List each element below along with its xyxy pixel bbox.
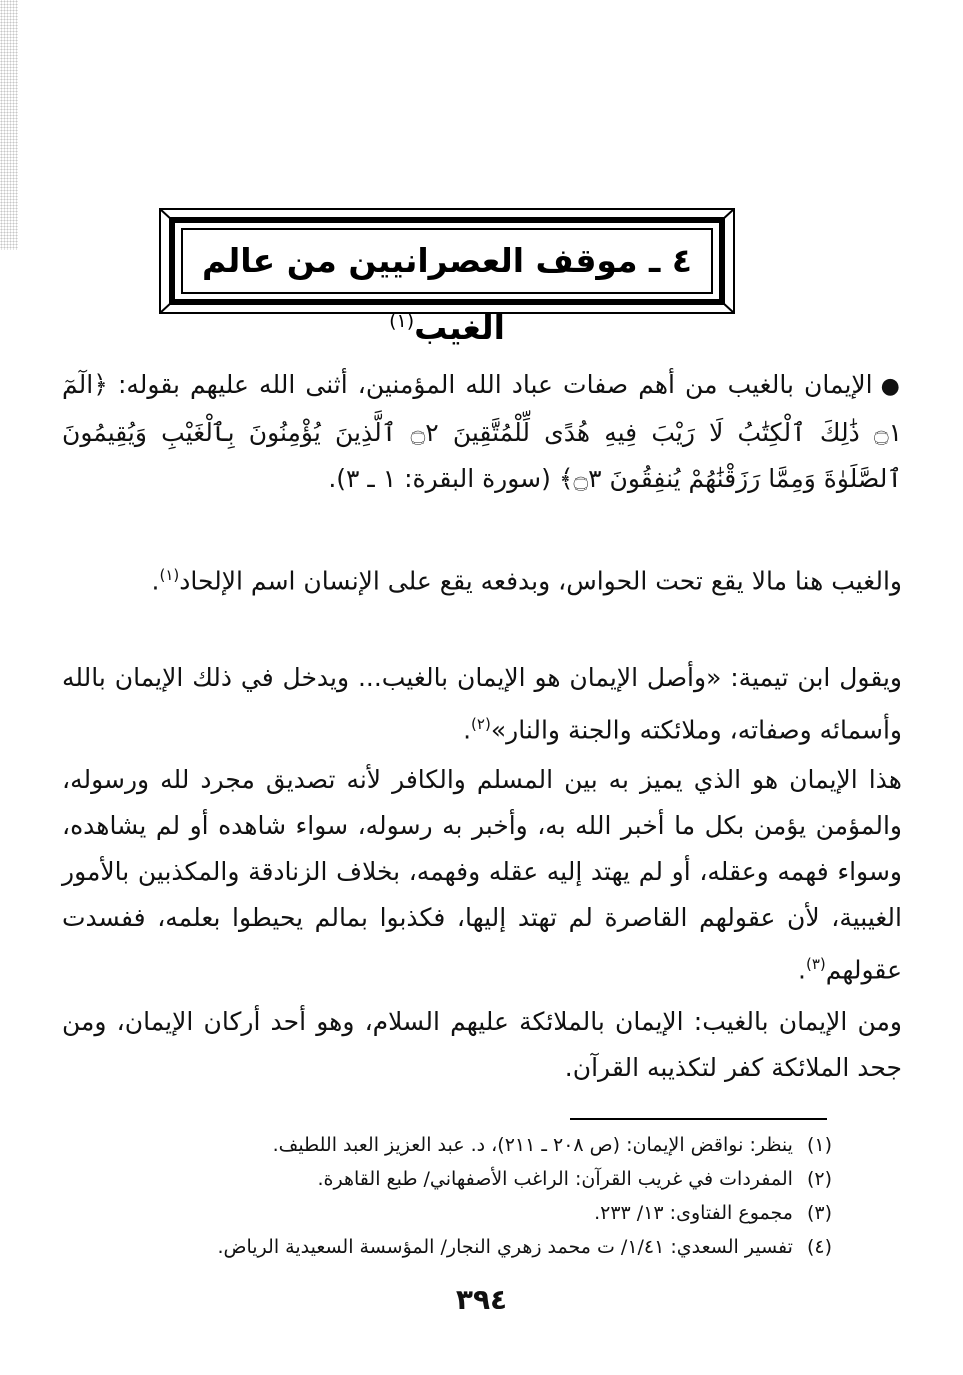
chapter-title — [158, 231, 736, 358]
page-number: ٣٩٤ — [455, 1283, 508, 1316]
chapter-title-text: ٤ ـ موقف العصرانيين من عالم الغيب — [202, 241, 692, 347]
paragraph-2 — [62, 552, 902, 604]
paragraph-end: . — [151, 566, 160, 596]
footnote-text: مجموع الفتاوى: ١٣/ ٢٣٣. — [594, 1202, 793, 1224]
bullet-marker: ● — [880, 374, 902, 399]
footnote-text: تفسير السعدي: ١/٤١/ ت محمد زهري النجار/ المؤسسة السعيدية الرياض. — [217, 1236, 793, 1258]
chapter-title-frame — [158, 207, 736, 347]
footnote-number: (٢) — [806, 1168, 832, 1190]
footnote-item — [120, 1162, 832, 1196]
paragraph-1-intro: الإيمان بالغيب من أهم صفات عباد الله المؤمنين، أثنى الله عليهم بقوله: — [107, 370, 873, 399]
paragraph-4 — [62, 757, 902, 993]
footnote-number: (١) — [806, 1134, 832, 1156]
paragraph-5 — [62, 999, 902, 1091]
title-footnote-ref: (١) — [389, 310, 415, 332]
scan-edge-texture — [0, 0, 18, 250]
footnote-ref: (٣) — [805, 955, 826, 973]
quran-verse: ﴿الٓمٓ ۝١ ذَٰلِكَ ٱلْكِتَٰبُ لَا رَيْبَ فِيهِ هُدًى لِّلْمُتَّقِينَ ۝٢ ٱلَّذِينَ يُؤْمِنُونَ بِٱلْغَيْبِ وَيُقِيمُونَ ٱلصَّلَوٰةَ وَمِمَّا رَزَقْنَٰهُمْ يُنفِقُونَ ۝٣﴾ — [62, 370, 903, 493]
paragraph-3-text: ويقول ابن تيمية: «وأصل الإيمان هو الإيمان بالغيب... ويدخل في ذلك الإيمان بالله وأسمائه وصفاته، وملائكته والجنة والنار» — [62, 663, 902, 745]
footnote-text: المفردات في غريب القرآن: الراغب الأصفهاني/ طبع القاهرة. — [317, 1168, 793, 1190]
paragraph-3 — [62, 655, 902, 753]
verse-source: (سورة البقرة: ١ ـ ٣). — [328, 464, 559, 493]
footnote-number: (٤) — [806, 1236, 832, 1258]
footnote-text: ينظر: نواقض الإيمان: (ص ٢٠٨ ـ ٢١١)، د. عبد العزيز العبد اللطيف. — [272, 1134, 793, 1156]
footnote-separator — [570, 1118, 827, 1120]
footnotes-list — [120, 1128, 832, 1264]
footnote-ref: (٢) — [471, 715, 491, 733]
footnote-item — [120, 1128, 832, 1162]
paragraph-1 — [62, 362, 902, 502]
paragraph-end: . — [798, 955, 806, 985]
paragraph-5-text: ومن الإيمان بالغيب: الإيمان بالملائكة عليهم السلام، وهو أحد أركان الإيمان، ومن جحد الملائكة كفر لتكذيبه القرآن. — [62, 1007, 902, 1082]
footnote-number: (٣) — [806, 1202, 832, 1224]
paragraph-2-text: والغيب هنا مالا يقع تحت الحواس، وبدفعه يقع على الإنسان اسم الإلحاد — [179, 566, 902, 596]
paragraph-4-text: هذا الإيمان هو الذي يميز به بين المسلم والكافر لأنه تصديق مجرد لله ورسوله، والمؤمن يؤمن بكل ما أخبر الله به، وأخبر به رسوله، سواء شاهده أو لم يشاهده، وسواء فهمه وعقله، أو لم يهتد إليه عقله وفهمه، بخلاف الزنادقة والمكذبين بالأمور الغيبية، لأن عقولهم القاصرة لم تهتد إليها، فكذبوا بمالم يحيطوا بعلمه، ففسدت عقولهم — [62, 765, 902, 985]
footnote-item — [120, 1230, 832, 1264]
paragraph-end: . — [463, 715, 472, 745]
footnote-item — [120, 1196, 832, 1230]
footnote-ref: (١) — [159, 566, 180, 584]
